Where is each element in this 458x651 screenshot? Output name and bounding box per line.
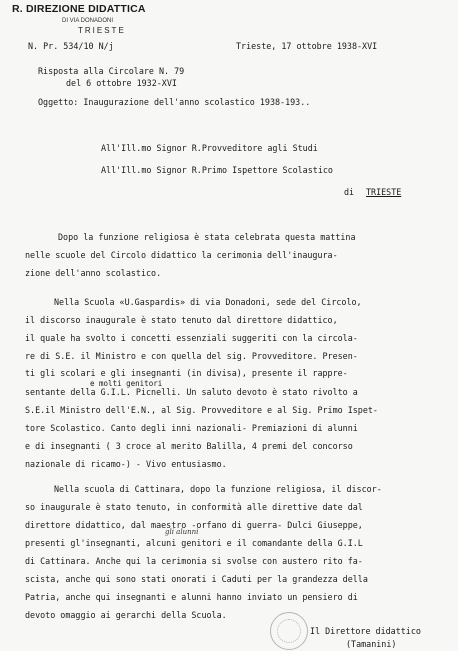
place-date: Trieste, 17 ottobre 1938-XVI [236, 41, 378, 51]
body-line: zione dell'anno scolastico. [25, 268, 162, 278]
body-line: Nella Scuola «U.Gaspardis» di via Donadoni, sede del Circolo, [54, 297, 362, 307]
signature-name: (Tamanini) [346, 639, 397, 649]
handwritten-insert-students: gli alunni [165, 528, 199, 536]
body-line: sentante della G.I.L. Picnelli. Un saluto devoto è stato rivolto a [25, 387, 358, 397]
signature-title: Il Direttore didattico [310, 626, 421, 636]
faint-stamp-seal [270, 612, 308, 650]
letterhead-city: TRIESTE [78, 26, 126, 35]
recipient-1: All'Ill.mo Signor R.Provveditore agli Studi [101, 143, 318, 153]
letterhead-address: DI VIA DONADONI [62, 18, 114, 24]
body-line: Nella scuola di Cattinara, dopo la funzione religiosa, il discor- [54, 484, 382, 494]
body-line: nazionale di ricamo-) - Vivo entusiasmo. [25, 459, 227, 469]
body-line: e di insegnanti ( 3 croce al merito Balilla, 4 premi del concorso [25, 441, 353, 451]
body-line: il discorso inaugurale è stato tenuto dal direttore didattico, [25, 315, 338, 325]
inserted-note-parents: e molti genitori [90, 379, 163, 388]
recipient-place: TRIESTE [366, 187, 402, 197]
body-line: scista, anche qui sono stati onorati i Caduti per la grandezza della [25, 574, 368, 584]
body-line: tore Scolastico. Canto degli inni nazionali- Premiazioni di alunni [25, 423, 358, 433]
body-line: re di S.E. il Ministro e con quella del sig. Provveditore. Presen- [25, 351, 358, 361]
body-line: ti gli scolari e gli insegnanti (in divisa), presente il rappre- [25, 368, 348, 378]
recipient-place-prefix: di [344, 187, 355, 197]
body-line: il quale ha svolto i concetti essenziali suggeriti con la circola- [25, 333, 358, 343]
body-line: presenti gl'insegnanti, alcuni genitori e il comandante della G.I.L [25, 538, 363, 548]
body-line: nelle scuole del Circolo didattico la cerimonia dell'inaugura- [25, 250, 338, 260]
reply-line-2: del 6 ottobre 1932-XVI [66, 78, 177, 88]
body-line: direttore didattico, dal maestro -orfano di guerra- Dulci Giuseppe, [25, 520, 363, 530]
body-line: Patria, anche qui insegnanti e alunni hanno inviato un pensiero di [25, 592, 358, 602]
reply-line-1: Risposta alla Circolare N. 79 [38, 66, 185, 76]
recipient-2: All'Ill.mo Signor R.Primo Ispettore Scolastico [101, 165, 333, 175]
body-line: Dopo la funzione religiosa è stata celebrata questa mattina [58, 232, 356, 242]
body-line: so inaugurale è stato tenuto, in conformità alle direttive date dal [25, 502, 363, 512]
body-line: di Cattinara. Anche qui la cerimonia si svolse con austero rito fa- [25, 556, 363, 566]
body-line: devoto omaggio ai gerarchi della Scuola. [25, 610, 227, 620]
protocol-number: N. Pr. 534/10 N/j [28, 41, 114, 51]
letterhead-office: R. DIREZIONE DIDATTICA [12, 3, 146, 15]
body-line: S.E.il Ministro dell'E.N., al Sig. Provveditore e al Sig. Primo Ispet- [25, 405, 378, 415]
subject-line: Oggetto: Inaugurazione dell'anno scolastico 1938-193.. [38, 97, 311, 107]
